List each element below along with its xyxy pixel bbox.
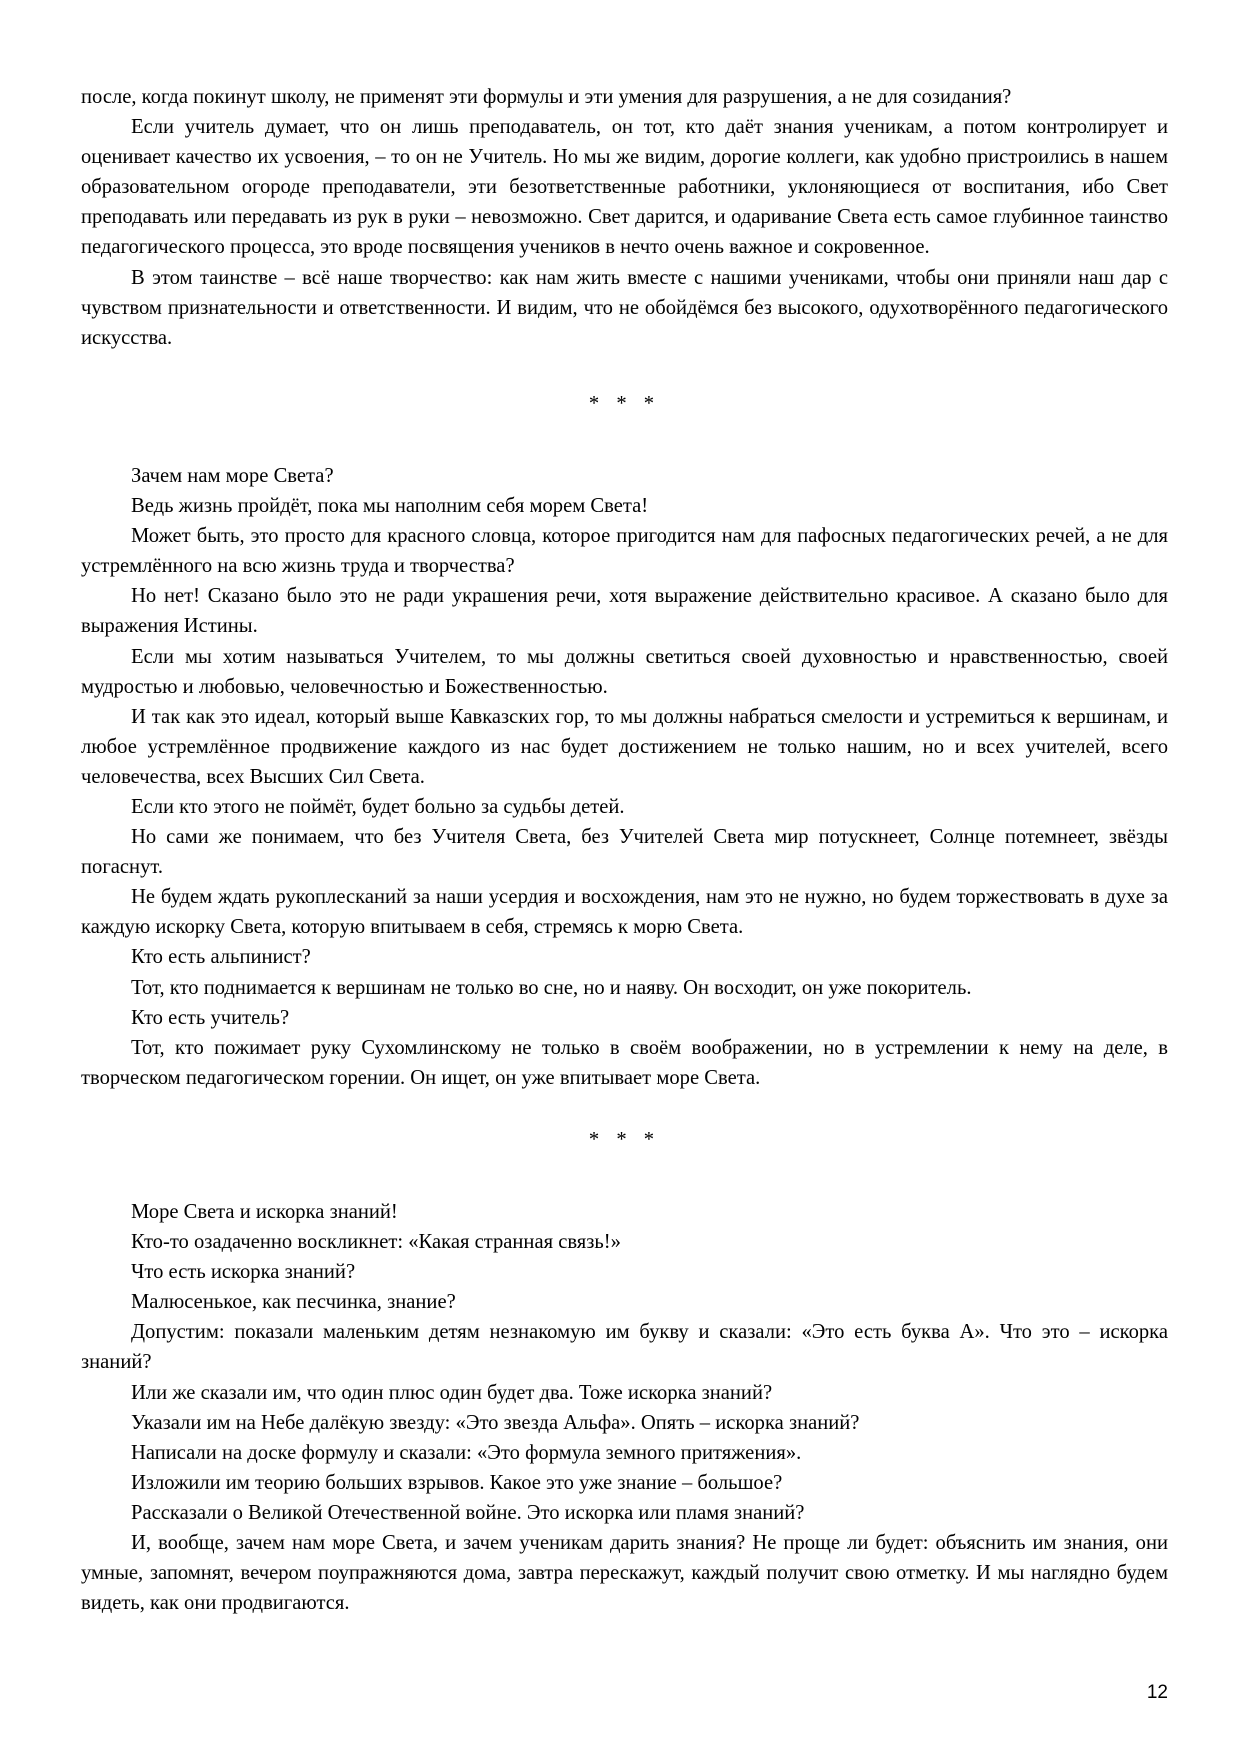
paragraph: Или же сказали им, что один плюс один будет два. Тоже искорка знаний?	[131, 1381, 773, 1404]
paragraph: И так как это идеал, который выше Кавказских гор, то мы должны набраться смелости и устремиться к вершинам, и любое устремлённое продвижение каждого из нас будет достижением не только нашим, но и всех учителей, всего человечества, всех Высших Сил Света.	[81, 705, 1168, 788]
page-number: 12	[1146, 1682, 1168, 1703]
asterisk-separator: * * *	[588, 392, 661, 415]
paragraph: Зачем нам море Света?	[131, 464, 334, 487]
text-section-2	[81, 461, 1168, 1093]
paragraph: Может быть, это просто для красного словца, которое пригодится нам для пафосных педагогических речей, а не для устремлённого на всю жизнь труда и творчества?	[81, 525, 1168, 578]
text-section-3	[81, 1197, 1168, 1618]
paragraph: Если учитель думает, что он лишь преподаватель, он тот, кто даёт знания ученикам, а потом контролирует и оценивает качество их усвоения, – то он не Учитель. Но мы же видим, дорогие коллеги, как удобно пристроились в нашем образовательном огороде преподаватели, эти безответственные работники, уклоняющиеся от воспитания, ибо Свет преподавать или передавать из рук в руки – невозможно. Свет дарится, и одаривание Света есть самое глубинное таинство педагогического процесса, это вроде посвящения учеников в нечто очень важное и сокровенное.	[81, 116, 1168, 259]
paragraph: Но нет! Сказано было это не ради украшения речи, хотя выражение действительно красивое. А сказано было для выражения Истины.	[81, 585, 1168, 638]
text-section-1	[81, 82, 1168, 353]
paragraph: Малюсенькое, как песчинка, знание?	[131, 1291, 456, 1314]
paragraph: Написали на доске формулу и сказали: «Это формула земного притяжения».	[131, 1441, 802, 1464]
paragraph: Что есть искорка знаний?	[131, 1261, 356, 1284]
paragraph: после, когда покинут школу, не применят эти формулы и эти умения для разрушения, а не для созидания?	[81, 86, 1012, 108]
paragraph: Тот, кто поднимается к вершинам не только во сне, но и наяву. Он восходит, он уже покоритель.	[131, 976, 972, 999]
section-separator-1	[81, 353, 1168, 461]
paragraph: Ведь жизнь пройдёт, пока мы наполним себя морем Света!	[131, 495, 649, 518]
paragraph: Не будем ждать рукоплесканий за наши усердия и восхождения, нам это не нужно, но будем торжествовать в духе за каждую искорку Света, которую впитываем в себя, стремясь к морю Света.	[81, 886, 1168, 939]
paragraph: Кто есть учитель?	[131, 1006, 290, 1029]
page-body	[81, 82, 1168, 1618]
paragraph: Кто есть альпинист?	[131, 946, 311, 969]
paragraph: Допустим: показали маленьким детям незнакомую им букву и сказали: «Это есть буква А». Что это – искорка знаний?	[81, 1321, 1168, 1374]
paragraph: Рассказали о Великой Отечественной войне. Это искорка или пламя знаний?	[131, 1501, 805, 1524]
paragraph: Море Света и искорка знаний!	[131, 1201, 398, 1223]
paragraph: И, вообще, зачем нам море Света, и зачем ученикам дарить знания? Не проще ли будет: объяснить им знания, они умные, запомнят, вечером поупражняются дома, завтра перескажут, каждый получит свою отметку. И мы наглядно будем видеть, как они продвигаются.	[81, 1532, 1168, 1615]
asterisk-separator: * * *	[588, 1128, 661, 1151]
paragraph: Указали им на Небе далёкую звезду: «Это звезда Альфа». Опять – искорка знаний?	[131, 1411, 860, 1434]
paragraph: Кто-то озадаченно воскликнет: «Какая странная связь!»	[131, 1231, 621, 1254]
paragraph: Изложили им теорию больших взрывов. Какое это уже знание – большое?	[131, 1471, 783, 1494]
paragraph: Но сами же понимаем, что без Учителя Света, без Учителей Света мир потускнеет, Солнце потемнеет, звёзды погаснут.	[81, 826, 1168, 879]
paragraph: Если мы хотим называться Учителем, то мы должны светиться своей духовностью и нравственностью, своей мудростью и любовью, человечностью и Божественностью.	[81, 645, 1168, 698]
section-separator-2	[81, 1093, 1168, 1197]
paragraph: Если кто этого не поймёт, будет больно за судьбы детей.	[131, 795, 625, 818]
paragraph: В этом таинстве – всё наше творчество: как нам жить вместе с нашими учениками, чтобы они приняли наш дар с чувством признательности и ответственности. И видим, что не обойдёмся без высокого, одухотворённого педагогического искусства.	[81, 266, 1168, 349]
paragraph: Тот, кто пожимает руку Сухомлинскому не только в своём воображении, но в устремлении к нему на деле, в творческом педагогическом горении. Он ищет, он уже впитывает море Света.	[81, 1036, 1168, 1089]
